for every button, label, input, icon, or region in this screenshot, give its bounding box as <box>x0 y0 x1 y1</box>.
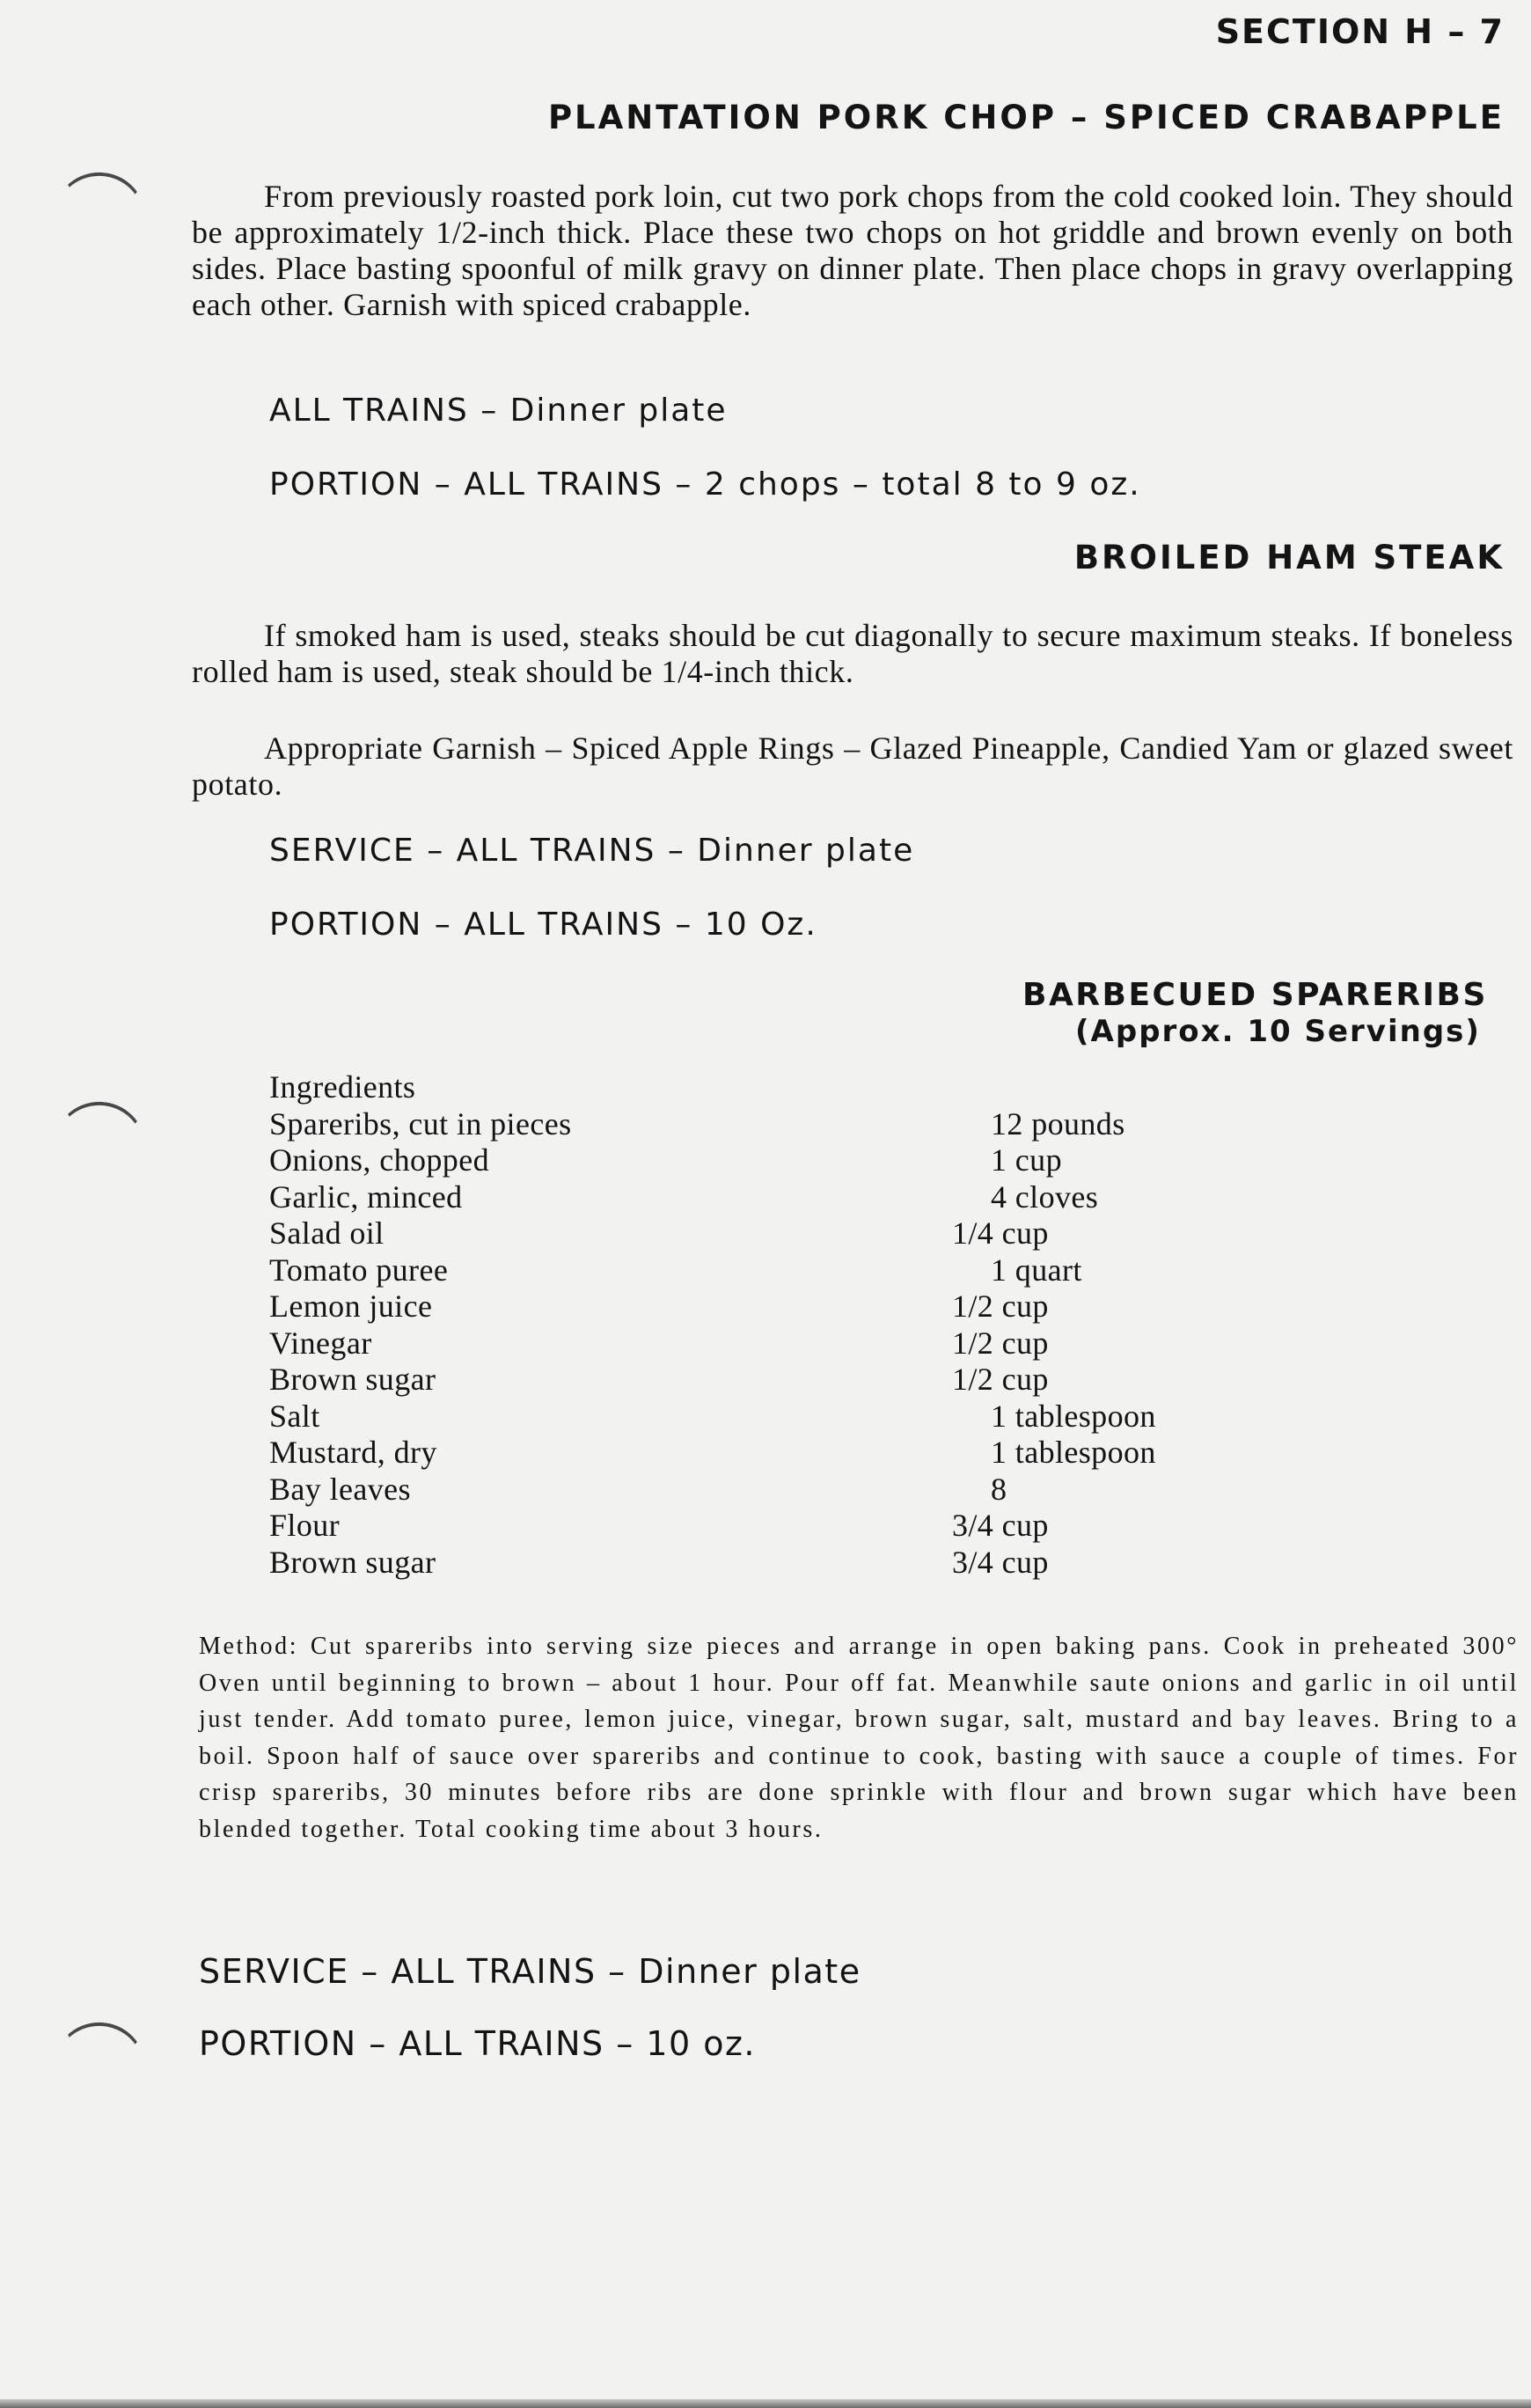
ingredient-name: Brown sugar <box>269 1362 436 1397</box>
ham-steak-instructions: If smoked ham is used, steaks should be cut diagonally to secure maximum steaks. If boneless rolled ham is used, steak should be 1/4-inch thick. <box>192 618 1513 689</box>
ingredient-name: Garlic, minced <box>269 1178 463 1215</box>
binder-hole-mark <box>52 1098 150 1164</box>
pork-chop-service: ALL TRAINS – Dinner plate <box>269 393 728 429</box>
ingredient-row <box>269 1435 1237 1472</box>
ingredient-row <box>269 1399 1237 1435</box>
recipe-title-ham-steak: BROILED HAM STEAK <box>1073 539 1505 576</box>
ingredient-name: Onions, chopped <box>269 1142 489 1178</box>
ingredient-name: Lemon juice <box>269 1288 433 1324</box>
ingredients-list <box>269 1069 1237 1581</box>
ingredient-amount: 1/2 cup <box>952 1288 1049 1324</box>
ingredient-row <box>269 1215 1237 1252</box>
spareribs-service: SERVICE – ALL TRAINS – Dinner plate <box>199 1952 861 1991</box>
ingredient-row <box>269 1545 1237 1582</box>
ingredient-amount: 1 quart <box>991 1252 1082 1288</box>
ingredient-name: Tomato puree <box>269 1252 449 1288</box>
method-paragraph: Method: Cut spareribs into serving size pieces and arrange in open baking pans. Cook in preheated 300° Oven until beginning to brown – about 1 hour. Pour off fat. Meanwhile saute onions and garlic in oil until just tender. Add tomato puree, lemon juice, vinegar, brown sugar, salt, mustard and bay leaves. Bring to a boil. Spoon half of sauce over spareribs and continue to cook, basting with sauce a couple of times. For crisp spareribs, 30 minutes before ribs are done sprinkle with flour and brown sugar which have been blended together. Total cooking time about 3 hours. <box>199 1633 1519 1843</box>
ham-steak-garnish <box>192 730 1513 803</box>
ingredient-amount: 1/4 cup <box>952 1215 1049 1251</box>
ingredient-row <box>269 1179 1237 1216</box>
ingredient-row <box>269 1325 1237 1362</box>
ingredient-row <box>269 1252 1237 1289</box>
ingredient-row <box>269 1508 1237 1545</box>
ingredient-name: Vinegar <box>269 1325 372 1361</box>
ingredient-row <box>269 1362 1237 1399</box>
ingredient-amount: 1 cup <box>991 1142 1062 1178</box>
ingredients-heading: Ingredients <box>269 1069 416 1105</box>
ingredient-amount: 4 cloves <box>991 1178 1099 1215</box>
recipe-title-spareribs: BARBECUED SPARERIBS <box>1022 977 1488 1013</box>
ingredient-name: Salad oil <box>269 1215 385 1251</box>
section-label: SECTION H – 7 <box>1215 12 1505 51</box>
binder-hole-mark <box>52 168 150 234</box>
binder-hole-mark <box>52 2018 150 2084</box>
ingredient-amount: 12 pounds <box>991 1105 1125 1142</box>
recipe-body-ham-steak <box>192 618 1513 690</box>
ingredient-amount: 3/4 cup <box>952 1544 1049 1580</box>
ingredient-name: Flour <box>269 1508 341 1543</box>
ingredient-amount: 8 <box>991 1471 1007 1507</box>
ham-steak-portion: PORTION – ALL TRAINS – 10 Oz. <box>269 907 817 943</box>
pork-chop-instructions: From previously roasted pork loin, cut two pork chops from the cold cooked loin. They should be approximately 1/2-inch thick. Place these two chops on hot griddle and brown evenly on both sides. Place basting spoonful of milk gravy on dinner plate. Then place chops in gravy overlapping each other. Garnish with spiced crabapple. <box>192 179 1513 322</box>
recipe-subtitle-servings: (Approx. 10 Servings) <box>1075 1014 1481 1049</box>
ingredient-name: Spareribs, cut in pieces <box>269 1105 572 1142</box>
recipe-body-pork-chop <box>192 179 1513 323</box>
recipe-title-pork-chop: PLANTATION PORK CHOP – SPICED CRABAPPLE <box>547 99 1505 136</box>
pork-chop-portion: PORTION – ALL TRAINS – 2 chops – total 8 to 9 oz. <box>269 466 1141 503</box>
ingredient-row <box>269 1288 1237 1325</box>
ingredient-row <box>269 1142 1237 1179</box>
ingredient-amount: 1 tablespoon <box>991 1435 1156 1470</box>
ingredients-heading-row <box>269 1069 1237 1106</box>
ingredient-row <box>269 1472 1237 1509</box>
ingredient-amount: 3/4 cup <box>952 1508 1049 1543</box>
ingredient-rows <box>269 1106 1237 1582</box>
ingredient-name: Salt <box>269 1398 320 1434</box>
ham-steak-service: SERVICE – ALL TRAINS – Dinner plate <box>269 833 915 869</box>
ingredient-row <box>269 1106 1237 1143</box>
spareribs-portion: PORTION – ALL TRAINS – 10 oz. <box>199 2024 756 2063</box>
ingredient-amount: 1/2 cup <box>952 1362 1049 1397</box>
ingredient-amount: 1/2 cup <box>952 1325 1049 1361</box>
ingredient-name: Mustard, dry <box>269 1435 437 1470</box>
page-bottom-edge <box>0 2399 1531 2408</box>
ingredient-name: Bay leaves <box>269 1471 411 1507</box>
ingredient-amount: 1 tablespoon <box>991 1398 1156 1434</box>
ham-steak-garnish-text: Appropriate Garnish – Spiced Apple Rings – Glazed Pineapple, Candied Yam or glazed sweet potato. <box>192 730 1513 802</box>
ingredient-name: Brown sugar <box>269 1544 436 1580</box>
